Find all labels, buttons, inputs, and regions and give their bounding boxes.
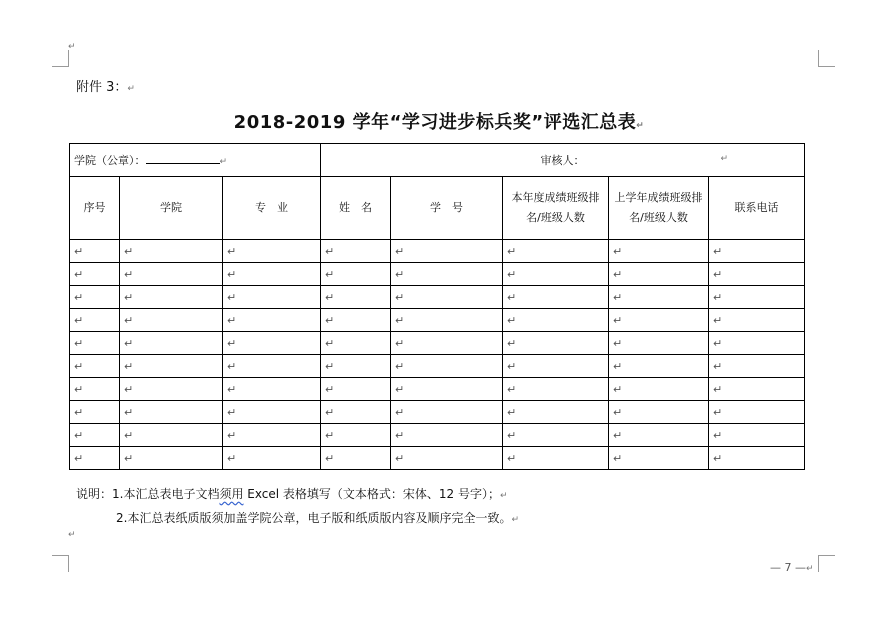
table-cell[interactable] xyxy=(70,263,120,286)
paragraph-mark-icon: ↵ xyxy=(507,382,517,396)
table-row xyxy=(70,309,805,332)
table-cell[interactable] xyxy=(709,332,805,355)
table-cell[interactable] xyxy=(120,401,223,424)
table-cell[interactable] xyxy=(120,263,223,286)
table-cell[interactable] xyxy=(223,355,321,378)
paragraph-mark-icon: ↵ xyxy=(613,359,623,373)
paragraph-mark-icon: ↵ xyxy=(227,451,237,465)
table-cell[interactable] xyxy=(709,263,805,286)
table-cell[interactable] xyxy=(70,332,120,355)
table-cell[interactable] xyxy=(120,378,223,401)
paragraph-mark-icon: ↵ xyxy=(395,382,405,396)
table-row xyxy=(70,401,805,424)
table-cell[interactable] xyxy=(709,401,805,424)
paragraph-mark-icon: ↵ xyxy=(68,530,76,540)
paragraph-mark-icon: ↵ xyxy=(124,313,134,327)
paragraph-mark-icon: ↵ xyxy=(395,244,405,258)
document-title: 2018-2019 学年“学习进步标兵奖”评选汇总表↵ xyxy=(233,112,645,133)
paragraph-mark-icon: ↵ xyxy=(613,313,623,327)
table-cell[interactable] xyxy=(321,286,391,309)
table-cell[interactable] xyxy=(609,378,709,401)
paragraph-mark-icon: ↵ xyxy=(713,405,723,419)
paragraph-mark-icon: ↵ xyxy=(713,359,723,373)
college-seal-cell[interactable]: 学院（公章）： ↵ xyxy=(70,144,321,177)
table-cell[interactable] xyxy=(120,332,223,355)
paragraph-mark-icon: ↵ xyxy=(507,313,517,327)
paragraph-mark-icon: ↵ xyxy=(74,267,84,281)
paragraph-mark-icon: ↵ xyxy=(507,244,517,258)
table-cell[interactable] xyxy=(503,424,609,447)
table-row xyxy=(70,286,805,309)
table-cell[interactable] xyxy=(391,424,503,447)
table-cell[interactable] xyxy=(503,378,609,401)
paragraph-mark-icon: ↵ xyxy=(74,428,84,442)
paragraph-mark-icon: ↵ xyxy=(613,244,623,258)
table-row xyxy=(70,332,805,355)
table-cell[interactable] xyxy=(120,240,223,263)
table-cell[interactable] xyxy=(223,332,321,355)
paragraph-mark-icon: ↵ xyxy=(124,244,134,258)
column-header: 学 号 xyxy=(391,177,503,240)
paragraph-mark-icon: ↵ xyxy=(613,405,623,419)
paragraph-mark-icon: ↵ xyxy=(325,290,335,304)
note-line-2: 2.本汇总表纸质版须加盖学院公章，电子版和纸质版内容及顺序完全一致。↵ xyxy=(116,511,519,525)
table-cell[interactable] xyxy=(120,355,223,378)
table-cell[interactable] xyxy=(223,309,321,332)
paragraph-mark-icon: ↵ xyxy=(74,382,84,396)
column-header-row xyxy=(70,177,805,240)
table-cell[interactable] xyxy=(609,332,709,355)
table-cell[interactable] xyxy=(70,401,120,424)
paragraph-mark-icon: ↵ xyxy=(395,428,405,442)
paragraph-mark-icon: ↵ xyxy=(74,290,84,304)
paragraph-mark-icon: ↵ xyxy=(507,336,517,350)
table-cell[interactable] xyxy=(609,447,709,470)
table-cell[interactable] xyxy=(391,240,503,263)
paragraph-mark-icon: ↵ xyxy=(325,336,335,350)
table-row xyxy=(70,378,805,401)
table-cell[interactable] xyxy=(391,263,503,286)
table-body xyxy=(70,240,805,470)
table-cell[interactable] xyxy=(120,424,223,447)
crop-mark-bottom-right xyxy=(818,555,835,572)
table-cell[interactable] xyxy=(503,355,609,378)
column-header: 姓 名 xyxy=(321,177,391,240)
paragraph-mark-icon: ↵ xyxy=(124,451,134,465)
table-cell[interactable] xyxy=(709,240,805,263)
table-cell[interactable] xyxy=(223,240,321,263)
table-row xyxy=(70,240,805,263)
table-row xyxy=(70,424,805,447)
paragraph-mark-icon: ↵ xyxy=(613,451,623,465)
paragraph-mark-icon: ↵ xyxy=(227,290,237,304)
table-cell[interactable] xyxy=(321,424,391,447)
table-cell[interactable] xyxy=(609,355,709,378)
table-cell[interactable] xyxy=(391,309,503,332)
paragraph-mark-icon: ↵ xyxy=(507,428,517,442)
table-cell[interactable] xyxy=(321,240,391,263)
paragraph-mark-icon: ↵ xyxy=(395,336,405,350)
paragraph-mark-icon: ↵ xyxy=(124,359,134,373)
table-cell[interactable] xyxy=(609,424,709,447)
paragraph-mark-icon: ↵ xyxy=(713,267,723,281)
paragraph-mark-icon: ↵ xyxy=(127,84,135,94)
paragraph-mark-icon: ↵ xyxy=(713,313,723,327)
paragraph-mark-icon: ↵ xyxy=(507,359,517,373)
column-header: 学院 xyxy=(120,177,223,240)
table-cell[interactable] xyxy=(321,447,391,470)
paragraph-mark-icon: ↵ xyxy=(219,157,228,167)
table-cell[interactable] xyxy=(709,286,805,309)
paragraph-mark-icon: ↵ xyxy=(713,336,723,350)
paragraph-mark-icon: ↵ xyxy=(713,382,723,396)
page-number: — 7 —↵ xyxy=(770,561,814,574)
table-cell[interactable] xyxy=(391,378,503,401)
paragraph-mark-icon: ↵ xyxy=(124,405,134,419)
table-cell[interactable] xyxy=(223,424,321,447)
table-cell[interactable] xyxy=(70,424,120,447)
table-cell[interactable] xyxy=(70,447,120,470)
table-cell[interactable] xyxy=(709,424,805,447)
table-cell[interactable] xyxy=(223,263,321,286)
paragraph-mark-icon: ↵ xyxy=(325,244,335,258)
table-cell[interactable] xyxy=(391,447,503,470)
attachment-label: 附件 3：↵ xyxy=(76,80,135,95)
table-cell[interactable] xyxy=(70,309,120,332)
paragraph-mark-icon: ↵ xyxy=(395,451,405,465)
paragraph-mark-icon: ↵ xyxy=(507,405,517,419)
table-cell[interactable] xyxy=(391,332,503,355)
paragraph-mark-icon: ↵ xyxy=(511,515,519,525)
column-header: 序号 xyxy=(70,177,120,240)
paragraph-mark-icon: ↵ xyxy=(227,428,237,442)
table-cell[interactable] xyxy=(609,309,709,332)
table-cell[interactable] xyxy=(609,263,709,286)
paragraph-mark-icon: ↵ xyxy=(227,244,237,258)
table-cell[interactable] xyxy=(391,401,503,424)
paragraph-mark-icon: ↵ xyxy=(713,244,723,258)
paragraph-mark-icon: ↵ xyxy=(124,382,134,396)
paragraph-mark-icon: ↵ xyxy=(74,313,84,327)
table-cell[interactable] xyxy=(120,447,223,470)
table-cell[interactable] xyxy=(321,263,391,286)
table-cell[interactable] xyxy=(503,286,609,309)
paragraph-mark-icon: ↵ xyxy=(124,290,134,304)
table-cell[interactable] xyxy=(709,355,805,378)
column-header: 上学年成绩班级排名/班级人数 xyxy=(609,177,709,240)
table-row xyxy=(70,355,805,378)
table-cell[interactable] xyxy=(609,240,709,263)
table-cell[interactable] xyxy=(223,286,321,309)
reviewer-cell[interactable]: 审核人： ↵ xyxy=(321,144,805,177)
paragraph-mark-icon: ↵ xyxy=(613,382,623,396)
paragraph-mark-icon: ↵ xyxy=(227,405,237,419)
paragraph-mark-icon: ↵ xyxy=(325,451,335,465)
paragraph-mark-icon: ↵ xyxy=(613,428,623,442)
paragraph-mark-icon: ↵ xyxy=(74,244,84,258)
table-cell[interactable] xyxy=(503,309,609,332)
table-cell[interactable] xyxy=(70,378,120,401)
paragraph-mark-icon: ↵ xyxy=(507,290,517,304)
paragraph-mark-icon: ↵ xyxy=(395,267,405,281)
table-cell[interactable] xyxy=(120,286,223,309)
paragraph-mark-icon: ↵ xyxy=(124,336,134,350)
paragraph-mark-icon: ↵ xyxy=(68,42,76,52)
table-cell[interactable] xyxy=(120,309,223,332)
column-header: 本年度成绩班级排名/班级人数 xyxy=(503,177,609,240)
table-header-info-row xyxy=(70,144,805,177)
paragraph-mark-icon: ↵ xyxy=(395,359,405,373)
table-cell[interactable] xyxy=(223,447,321,470)
paragraph-mark-icon: ↵ xyxy=(227,336,237,350)
note-line-1: 说明：1.本汇总表电子文档须用 Excel 表格填写（文本格式：宋体、12 号字）；↵ xyxy=(76,487,508,501)
paragraph-mark-icon: ↵ xyxy=(227,267,237,281)
paragraph-mark-icon: ↵ xyxy=(507,267,517,281)
crop-mark-top-left xyxy=(52,50,69,67)
table-cell[interactable] xyxy=(609,401,709,424)
table-cell[interactable] xyxy=(223,378,321,401)
summary-table xyxy=(69,143,805,470)
paragraph-mark-icon: ↵ xyxy=(124,428,134,442)
table-cell[interactable] xyxy=(503,332,609,355)
paragraph-mark-icon: ↵ xyxy=(395,290,405,304)
table-cell[interactable] xyxy=(70,286,120,309)
paragraph-mark-icon: ↵ xyxy=(507,451,517,465)
paragraph-mark-icon: ↵ xyxy=(720,154,729,164)
table-cell[interactable] xyxy=(321,401,391,424)
paragraph-mark-icon: ↵ xyxy=(613,267,623,281)
table-cell[interactable] xyxy=(321,378,391,401)
signature-line xyxy=(146,152,220,164)
table-cell[interactable] xyxy=(609,286,709,309)
table-cell[interactable] xyxy=(321,332,391,355)
paragraph-mark-icon: ↵ xyxy=(325,382,335,396)
paragraph-mark-icon: ↵ xyxy=(124,267,134,281)
paragraph-mark-icon: ↵ xyxy=(227,313,237,327)
paragraph-mark-icon: ↵ xyxy=(74,359,84,373)
table-row xyxy=(70,263,805,286)
paragraph-mark-icon: ↵ xyxy=(227,382,237,396)
table-cell[interactable] xyxy=(321,355,391,378)
paragraph-mark-icon: ↵ xyxy=(227,359,237,373)
table-cell[interactable] xyxy=(391,286,503,309)
column-header: 专 业 xyxy=(223,177,321,240)
paragraph-mark-icon: ↵ xyxy=(325,428,335,442)
table-cell[interactable] xyxy=(503,240,609,263)
paragraph-mark-icon: ↵ xyxy=(713,428,723,442)
table-cell[interactable] xyxy=(709,447,805,470)
column-header: 联系电话 xyxy=(709,177,805,240)
paragraph-mark-icon: ↵ xyxy=(74,405,84,419)
notes xyxy=(76,483,519,531)
paragraph-mark-icon: ↵ xyxy=(713,290,723,304)
paragraph-mark-icon: ↵ xyxy=(325,359,335,373)
paragraph-mark-icon: ↵ xyxy=(613,290,623,304)
table-cell[interactable] xyxy=(503,401,609,424)
paragraph-mark-icon: ↵ xyxy=(325,313,335,327)
paragraph-mark-icon: ↵ xyxy=(806,564,814,574)
paragraph-mark-icon: ↵ xyxy=(395,405,405,419)
crop-mark-top-right xyxy=(818,50,835,67)
paragraph-mark-icon: ↵ xyxy=(325,267,335,281)
paragraph-mark-icon: ↵ xyxy=(325,405,335,419)
table-cell[interactable] xyxy=(709,378,805,401)
table-cell[interactable] xyxy=(503,263,609,286)
table-cell[interactable] xyxy=(503,447,609,470)
table-cell[interactable] xyxy=(70,240,120,263)
table-cell[interactable] xyxy=(70,355,120,378)
crop-mark-bottom-left xyxy=(52,555,69,572)
table-row xyxy=(70,447,805,470)
paragraph-mark-icon: ↵ xyxy=(613,336,623,350)
spellcheck-underlined-text: 须用 xyxy=(219,487,244,501)
table-cell[interactable] xyxy=(223,401,321,424)
paragraph-mark-icon: ↵ xyxy=(499,491,508,501)
paragraph-mark-icon: ↵ xyxy=(74,336,84,350)
table-cell[interactable] xyxy=(709,309,805,332)
table-cell[interactable] xyxy=(391,355,503,378)
paragraph-mark-icon: ↵ xyxy=(395,313,405,327)
table-cell[interactable] xyxy=(321,309,391,332)
paragraph-mark-icon: ↵ xyxy=(713,451,723,465)
paragraph-mark-icon: ↵ xyxy=(74,451,84,465)
paragraph-mark-icon: ↵ xyxy=(636,121,645,131)
